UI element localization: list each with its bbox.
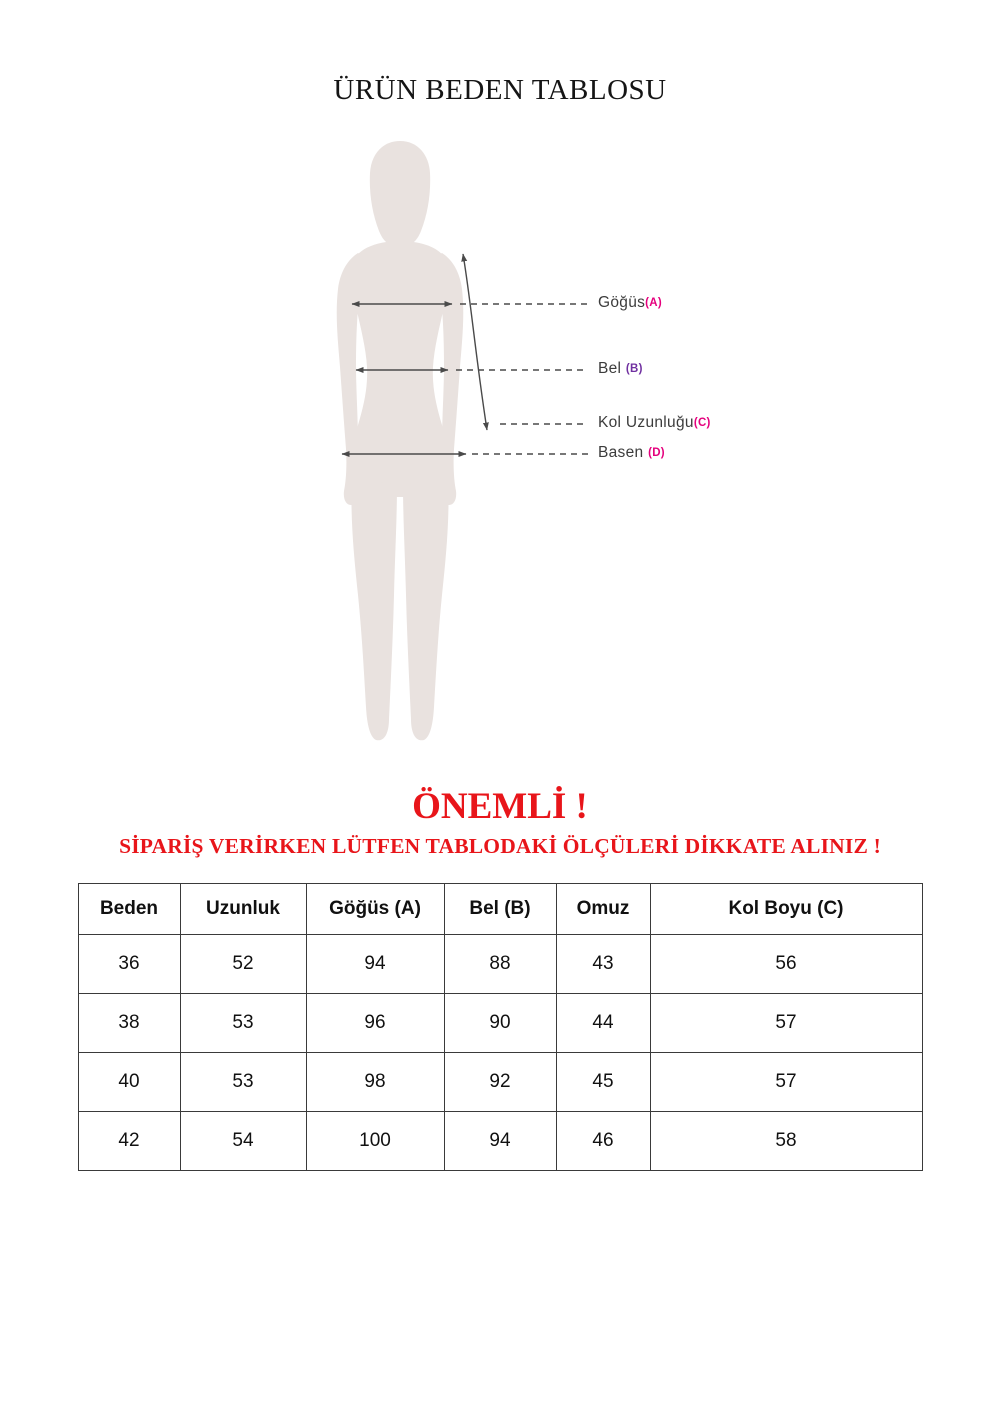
table-cell: 43 (556, 935, 650, 994)
table-cell: 45 (556, 1053, 650, 1112)
table-cell: 90 (444, 994, 556, 1053)
table-row (78, 1053, 922, 1112)
table-cell: 40 (78, 1053, 180, 1112)
female-silhouette (337, 141, 464, 740)
measure-label-arm (598, 414, 711, 432)
table-cell: 94 (306, 935, 444, 994)
header-kol-boyu: Kol Boyu (C) (650, 884, 922, 935)
table-cell: 54 (180, 1112, 306, 1171)
measure-letter-d: (D) (648, 447, 665, 459)
measure-letter-c: (C) (693, 417, 711, 429)
table-cell: 57 (650, 1053, 922, 1112)
table-cell: 53 (180, 994, 306, 1053)
table-cell: 42 (78, 1112, 180, 1171)
measure-letter-b: (B) (625, 363, 643, 375)
size-table-body (78, 935, 922, 1171)
page-title: ÜRÜN BEDEN TABLOSU (333, 74, 667, 106)
measure-label-arm-text: Kol Uzunluğu (598, 414, 694, 431)
measure-label-hips-text: Basen (598, 444, 649, 461)
header-omuz: Omuz (556, 884, 650, 935)
table-cell: 56 (650, 935, 922, 994)
header-gogus: Göğüs (A) (306, 884, 444, 935)
header-beden: Beden (78, 884, 180, 935)
table-row (78, 935, 922, 994)
table-cell: 57 (650, 994, 922, 1053)
size-table (78, 883, 923, 1171)
header-uzunluk: Uzunluk (180, 884, 306, 935)
table-cell: 92 (444, 1053, 556, 1112)
measure-label-waist (598, 360, 643, 378)
table-cell: 46 (556, 1112, 650, 1171)
table-cell: 94 (444, 1112, 556, 1171)
table-cell: 38 (78, 994, 180, 1053)
table-cell: 88 (444, 935, 556, 994)
table-cell: 96 (306, 994, 444, 1053)
warning-subheading: SİPARİŞ VERİRKEN LÜTFEN TABLODAKİ ÖLÇÜLERİ DİKKATE ALINIZ ! (119, 834, 881, 858)
table-row (78, 994, 922, 1053)
table-cell: 98 (306, 1053, 444, 1112)
body-measurement-diagram (0, 137, 1000, 777)
table-cell: 36 (78, 935, 180, 994)
table-cell: 52 (180, 935, 306, 994)
measure-label-waist-text: Bel (598, 360, 626, 377)
table-header-row (78, 884, 922, 935)
measure-label-chest (598, 294, 662, 312)
table-row (78, 1112, 922, 1171)
size-table-header (78, 884, 922, 935)
measure-label-chest-text: Göğüs (598, 294, 646, 311)
silhouette-figure (0, 137, 1000, 777)
table-cell: 58 (650, 1112, 922, 1171)
table-cell: 53 (180, 1053, 306, 1112)
table-cell: 100 (306, 1112, 444, 1171)
table-cell: 44 (556, 994, 650, 1053)
header-bel: Bel (B) (444, 884, 556, 935)
measure-label-hips (598, 444, 665, 462)
warning-heading: ÖNEMLİ ! (412, 786, 588, 827)
measure-letter-a: (A) (645, 297, 663, 309)
